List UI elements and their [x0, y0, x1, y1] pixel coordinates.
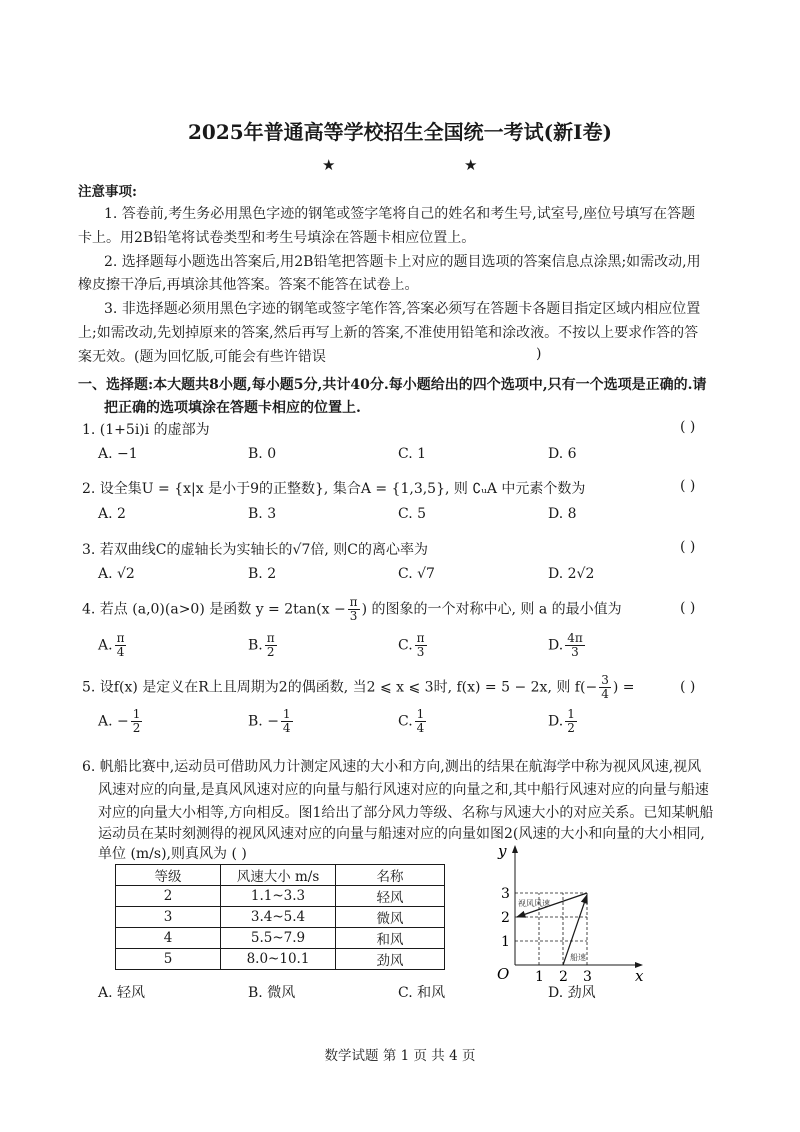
question-5-stem: [82, 674, 634, 701]
stem-text: 4. 若点 (a,0)(a>0) 是函数 y = 2tan(x −: [82, 601, 346, 618]
option-b: [248, 708, 295, 735]
denominator: 4: [601, 687, 609, 701]
option-c: C. √7: [398, 566, 435, 582]
cell: 劲风: [336, 949, 445, 970]
column-header: 风速大小 m/s: [221, 865, 336, 886]
cell: 和风: [336, 928, 445, 949]
fraction: [565, 632, 585, 659]
x-tick-label: 1: [535, 969, 544, 983]
question-6-line: 6. 帆船比赛中,运动员可借助风力计测定风速的大小和方向,测出的结果在航海学中称为视风风速,视风: [82, 759, 702, 775]
numerator: 3: [601, 673, 609, 687]
numerator: 1: [132, 707, 141, 721]
notice-close-paren: ): [536, 346, 542, 362]
fraction: [565, 708, 577, 735]
x-axis-label: x: [635, 967, 644, 983]
exam-title: 2025年普通高等学校招生全国统一考试(新I卷): [188, 120, 612, 144]
cell: 2: [116, 886, 221, 907]
denominator: 2: [266, 645, 275, 659]
vector-figure: [490, 838, 650, 983]
option-d: [548, 708, 579, 735]
option-label: B. −: [248, 713, 279, 730]
section-heading-cont: 把正确的选项填涂在答题卡相应的位置上.: [104, 400, 361, 416]
option-a: [98, 708, 144, 735]
wind-level-table: [115, 864, 445, 970]
option-d: D. 2√2: [548, 566, 595, 582]
y-axis-label: y: [498, 842, 507, 860]
cell: 微风: [336, 907, 445, 928]
option-a: A. −1: [98, 446, 138, 462]
question-1-stem: 1. (1+5i)i 的虚部为: [82, 422, 210, 438]
denominator: 3: [571, 645, 579, 659]
notice-line: 橡皮擦干净后,再填涂其他答案。答案不能答在试卷上。: [78, 277, 419, 293]
apparent-wind-label: 视风风速: [518, 899, 550, 908]
option-c: C. 1: [398, 446, 427, 462]
x-tick-label: 2: [559, 969, 568, 983]
option-label: D.: [548, 637, 564, 654]
cell: 8.0~10.1: [221, 949, 336, 970]
option-label: C.: [398, 713, 413, 730]
numerator: 1: [567, 707, 575, 721]
table-row: [116, 928, 445, 949]
notice-line: 上;如需改动,先划掉原来的答案,然后再写上新的答案,不准使用铅笔和涂改液。不按以上要求作答的答: [78, 325, 699, 341]
numerator: π: [266, 631, 275, 645]
y-tick-label: 3: [501, 886, 510, 902]
option-d: D. 6: [548, 446, 577, 462]
option-b: B. 0: [248, 446, 277, 462]
origin-label: O: [497, 965, 510, 983]
column-header: 名称: [336, 865, 445, 886]
y-tick-label: 2: [501, 910, 510, 926]
denominator: 4: [282, 721, 291, 735]
answer-blank: ( ): [680, 600, 696, 616]
fraction: [131, 708, 143, 735]
notice-line: 案无效。(题为回忆版,可能会有些许错误: [78, 349, 326, 365]
cell: 3.4~5.4: [221, 907, 336, 928]
section-heading: 一、选择题:本大题共8小题,每小题5分,共计40分.每小题给出的四个选项中,只有一个选项是正确的.请: [78, 377, 707, 393]
option-d: D. 8: [548, 506, 577, 522]
question-6-line: 单位 (m/s),则真风为 ( ): [98, 846, 247, 862]
cell: 1.1~3.3: [221, 886, 336, 907]
fraction: [415, 632, 427, 659]
option-a: [98, 632, 128, 659]
question-2-stem: 2. 设全集U = {x|x 是小于9的正整数}, 集合A = {1,3,5}, 则 ∁ᵤA 中元素个数为: [82, 481, 586, 497]
x-tick-label: 3: [583, 969, 592, 983]
notice-line: 卡上。用2B铅笔将试卷类型和考生号填涂在答题卡相应位置上。: [78, 230, 476, 246]
option-label: A.: [98, 637, 113, 654]
notice-line: 2. 选择题每小题选出答案后,用2B铅笔把答题卡上对应的题目选项的答案信息点涂黑;如需改动,用: [104, 254, 701, 270]
star-icon: ★: [322, 156, 336, 174]
numerator: π: [116, 631, 125, 645]
cell: 3: [116, 907, 221, 928]
denominator: 4: [416, 721, 425, 735]
numerator: 1: [416, 707, 425, 721]
cell: 4: [116, 928, 221, 949]
table-row: [116, 907, 445, 928]
notice-line: 1. 答卷前,考生务必用黑色字迹的钢笔或签字笔将自己的姓名和考生号,试室号,座位号填写在答题: [104, 206, 696, 222]
table-row: [116, 886, 445, 907]
fraction: [115, 632, 127, 659]
question-3-stem: 3. 若双曲线C的虚轴长为实轴长的√7倍, 则C的离心率为: [82, 542, 428, 558]
cell: 5: [116, 949, 221, 970]
option-b: B. 2: [248, 566, 277, 582]
fraction: [281, 708, 293, 735]
option-c: [398, 632, 429, 659]
option-b: [248, 632, 279, 659]
denominator: 2: [132, 721, 141, 735]
answer-blank: ( ): [680, 419, 696, 435]
question-4-stem: [82, 596, 622, 623]
option-a: A. 轻风: [98, 985, 146, 1001]
cell: 5.5~7.9: [221, 928, 336, 949]
option-c: C. 5: [398, 506, 427, 522]
option-b: B. 微风: [248, 985, 296, 1001]
star-icon: ★: [464, 156, 478, 174]
question-6-line: 对应的向量大小相等,方向相反。图1给出了部分风力等级、名称与风速大小的对应关系。已知某帆船: [98, 805, 714, 821]
option-c: C. 和风: [398, 985, 446, 1001]
page-footer: 数学试题 第 1 页 共 4 页: [324, 1048, 476, 1064]
fraction: [599, 674, 611, 701]
numerator: π: [416, 631, 425, 645]
stem-text: ) =: [612, 679, 635, 696]
notice-line: 3. 非选择题必须用黑色字迹的钢笔或签字笔作答,答案必须写在答题卡各题目指定区域内相应位置: [104, 301, 701, 317]
option-d: D. 劲风: [548, 985, 596, 1001]
option-label: B.: [248, 637, 263, 654]
table-header-row: [116, 865, 445, 886]
question-6-line: 风速对应的向量,是真风风速对应的向量与船行风速对应的向量之和,其中船行风速对应的向量与船速: [98, 782, 709, 798]
stem-text: ) 的图象的一个对称中心, 则 a 的最小值为: [361, 601, 622, 618]
denominator: 3: [416, 645, 425, 659]
option-b: B. 3: [248, 506, 277, 522]
fraction: [348, 596, 360, 623]
option-d: [548, 632, 587, 659]
option-a: A. 2: [98, 506, 126, 522]
notice-heading: 注意事项:: [78, 184, 137, 200]
numerator: 4π: [567, 631, 583, 645]
question-6-line: 运动员在某时刻测得的视风风速对应的向量与船速对应的向量如图2(风速的大小和向量的大小相同,: [98, 826, 705, 842]
numerator: 1: [282, 707, 291, 721]
answer-blank: ( ): [680, 679, 696, 695]
answer-blank: ( ): [680, 478, 696, 494]
option-label: D.: [548, 713, 564, 730]
option-label: C.: [398, 637, 413, 654]
numerator: π: [349, 595, 358, 609]
option-label: A. −: [98, 713, 129, 730]
fraction: [265, 632, 277, 659]
y-tick-label: 1: [501, 934, 510, 950]
denominator: 4: [116, 645, 125, 659]
denominator: 3: [349, 609, 358, 623]
column-header: 等级: [116, 865, 221, 886]
option-c: [398, 708, 428, 735]
option-a: A. √2: [98, 566, 135, 582]
boat-speed-label: 船速: [570, 953, 586, 962]
table-row: [116, 949, 445, 970]
answer-blank: ( ): [680, 539, 696, 555]
stem-text: 5. 设f(x) 是定义在R上且周期为2的偶函数, 当2 ⩽ x ⩽ 3时, f(x) = 5 − 2x, 则 f(−: [82, 679, 598, 696]
denominator: 2: [567, 721, 575, 735]
fraction: [415, 708, 427, 735]
cell: 轻风: [336, 886, 445, 907]
